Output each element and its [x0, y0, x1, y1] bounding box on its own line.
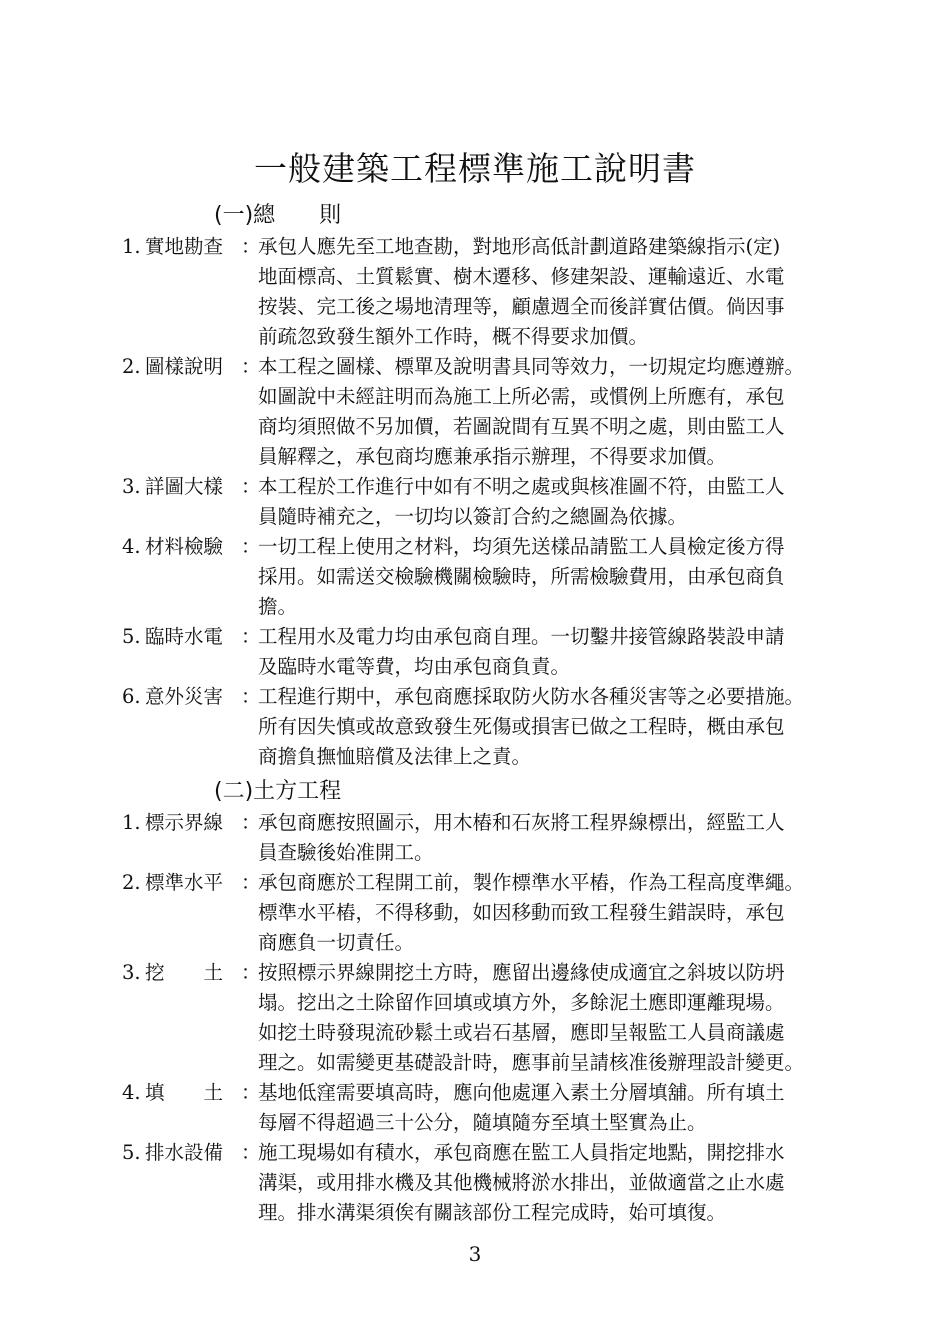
- item-colon: ：: [241, 475, 261, 498]
- item-colon: ：: [241, 871, 261, 894]
- item-number: 5.: [122, 625, 141, 648]
- item-number: 2.: [122, 355, 141, 378]
- item-body-line: 工程用水及電力均由承包商自理。一切鑿井接管線路裝設申請: [258, 625, 785, 648]
- item-colon: ：: [241, 961, 261, 984]
- item-label: 實地勘查: [145, 235, 224, 258]
- item-label: 標準水平: [145, 871, 224, 894]
- item-body-line: 按裝、完工後之場地清理等，顧慮週全而後詳實估價。倘因事: [258, 295, 785, 318]
- item-body-line: 商擔負撫恤賠償及法律上之責。: [258, 745, 532, 768]
- item-colon: ：: [241, 235, 261, 258]
- item-body: [258, 808, 870, 868]
- item-body: [258, 352, 870, 472]
- section-earthwork: [0, 776, 950, 1228]
- item-body-line: 理。排水溝渠須俟有關該部份工程完成時，始可填復。: [258, 1201, 727, 1224]
- list-item: [0, 352, 950, 472]
- item-number: 3.: [122, 961, 141, 984]
- section-heading: (二)土方工程: [214, 779, 342, 804]
- item-body: [258, 472, 870, 532]
- item-body-line: 如圖說中未經註明而為施工上所必需，或慣例上所應有，承包: [258, 385, 785, 408]
- item-body: [258, 532, 870, 622]
- item-body-line: 承包人應先至工地查勘，對地形高低計劃道路建築線指示(定): [258, 235, 781, 258]
- item-number: 1.: [122, 235, 141, 258]
- item-body: [258, 622, 870, 682]
- item-body-line: 標準水平樁，不得移動，如因移動而致工程發生錯誤時，承包: [258, 901, 785, 924]
- section-heading: (一)總 則: [214, 203, 342, 228]
- item-body: [258, 682, 870, 772]
- item-body-line: 如挖土時發現流砂鬆土或岩石基層，應即呈報監工人員商議處: [258, 1021, 785, 1044]
- item-label: 排水設備: [145, 1141, 224, 1164]
- list-item: [0, 958, 950, 1078]
- list-item: [0, 808, 950, 868]
- item-body-line: 地面標高、土質鬆實、樹木遷移、修建架設、運輸遠近、水電: [258, 265, 785, 288]
- item-body-line: 承包商應於工程開工前，製作標準水平樁，作為工程高度準繩。: [258, 871, 805, 894]
- item-number: 1.: [122, 811, 141, 834]
- item-label: 填 土: [145, 1081, 224, 1104]
- item-label: 圖樣說明: [145, 355, 224, 378]
- item-body-line: 員隨時補充之，一切均以簽訂合約之總圖為依據。: [258, 505, 688, 528]
- item-body-line: 擔。: [258, 595, 298, 618]
- item-colon: ：: [241, 355, 261, 378]
- item-body-line: 基地低窪需要填高時，應向他處運入素土分層填舖。所有填土: [258, 1081, 785, 1104]
- item-body: [258, 232, 870, 352]
- item-body-line: 理之。如需變更基礎設計時，應事前呈請核准後辦理設計變更。: [258, 1051, 805, 1074]
- item-number: 4.: [122, 1081, 141, 1104]
- item-body-line: 承包商應按照圖示，用木樁和石灰將工程界線標出，經監工人: [258, 811, 785, 834]
- list-item: [0, 622, 950, 682]
- item-colon: ：: [241, 1081, 261, 1104]
- item-label: 詳圖大樣: [145, 475, 224, 498]
- item-body-line: 員解釋之，承包商均應兼承指示辦理，不得要求加價。: [258, 445, 727, 468]
- list-item: [0, 472, 950, 532]
- list-item: [0, 1078, 950, 1138]
- item-body-line: 商應負一切責任。: [258, 931, 415, 954]
- item-number: 3.: [122, 475, 141, 498]
- item-body: [258, 1138, 870, 1228]
- list-item: [0, 1138, 950, 1228]
- item-body-line: 本工程於工作進行中如有不明之處或與核准圖不符，由監工人: [258, 475, 785, 498]
- item-body-line: 一切工程上使用之材料，均須先送樣品請監工人員檢定後方得: [258, 535, 785, 558]
- item-colon: ：: [241, 625, 261, 648]
- item-colon: ：: [241, 1141, 261, 1164]
- item-label: 挖 土: [145, 961, 224, 984]
- item-number: 4.: [122, 535, 141, 558]
- item-body: [258, 958, 870, 1078]
- item-body-line: 員查驗後始准開工。: [258, 841, 434, 864]
- item-colon: ：: [241, 535, 261, 558]
- item-body-line: 按照標示界線開挖土方時，應留出邊緣使成適宜之斜坡以防坍: [258, 961, 785, 984]
- item-body-line: 溝渠，或用排水機及其他機械將淤水排出，並做適當之止水處: [258, 1171, 785, 1194]
- item-body-line: 塌。挖出之土除留作回填或填方外，多餘泥土應即運離現場。: [258, 991, 785, 1014]
- item-body: [258, 1078, 870, 1138]
- list-item: [0, 868, 950, 958]
- item-body-line: 商均須照做不另加價，若圖說間有互異不明之處，則由監工人: [258, 415, 785, 438]
- item-body: [258, 868, 870, 958]
- item-body-line: 所有因失慎或故意致發生死傷或損害已做之工程時，概由承包: [258, 715, 785, 738]
- item-body-line: 採用。如需送交檢驗機關檢驗時，所需檢驗費用，由承包商負: [258, 565, 785, 588]
- item-colon: ：: [241, 685, 261, 708]
- item-number: 2.: [122, 871, 141, 894]
- page-number: 3: [468, 1242, 482, 1266]
- list-item: [0, 682, 950, 772]
- item-body-line: 及臨時水電等費，均由承包商負責。: [258, 655, 571, 678]
- item-body-line: 前疏忽致發生額外工作時，概不得要求加價。: [258, 325, 649, 348]
- item-body-line: 本工程之圖樣、標單及說明書具同等效力，一切規定均應遵辦。: [258, 355, 805, 378]
- list-item: [0, 232, 950, 352]
- document-title: 一般建築工程標準施工說明書: [254, 149, 696, 188]
- item-body-line: 每層不得超過三十公分，隨填隨夯至填土堅實為止。: [258, 1111, 707, 1134]
- item-colon: ：: [241, 811, 261, 834]
- section-general: [0, 200, 950, 772]
- item-body-line: 工程進行期中，承包商應採取防火防水各種災害等之必要措施。: [258, 685, 805, 708]
- item-label: 臨時水電: [145, 625, 224, 648]
- item-label: 材料檢驗: [145, 535, 224, 558]
- item-label: 標示界線: [145, 811, 224, 834]
- item-body-line: 施工現場如有積水，承包商應在監工人員指定地點，開挖排水: [258, 1141, 785, 1164]
- item-number: 5.: [122, 1141, 141, 1164]
- item-number: 6.: [122, 685, 141, 708]
- item-label: 意外災害: [145, 685, 224, 708]
- list-item: [0, 532, 950, 622]
